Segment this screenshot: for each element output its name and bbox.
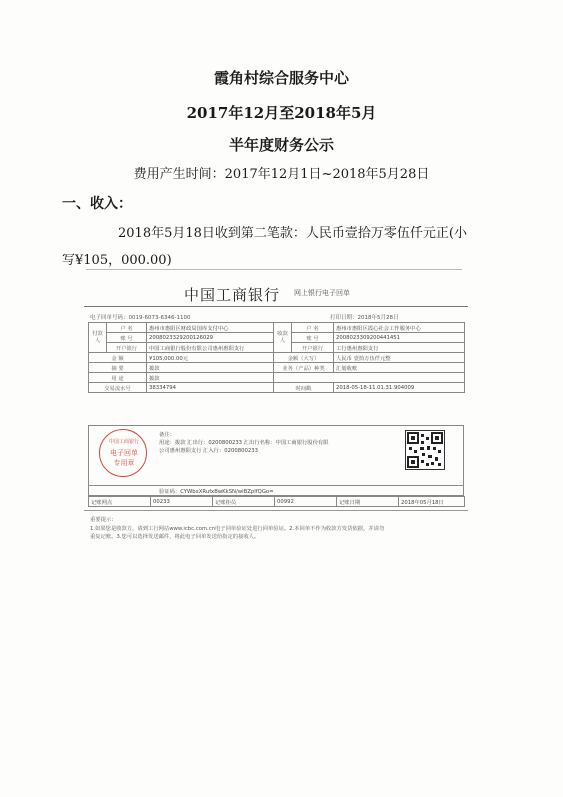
bank-name: 中国工商银行 <box>184 286 281 304</box>
footer-line1: 1.如果您是收款方，请到工行网站www.icbc.com.cn电子回单验证处进行回单验证。2.本回单不作为收款方发货依据，并请勿 <box>90 526 385 532</box>
payee-label: 收款人 <box>274 323 292 353</box>
doc-title: 霞角村综合服务中心 <box>213 69 349 87</box>
teller: 00992 <box>275 497 337 507</box>
serial: 38334794 <box>147 383 274 393</box>
payee-account-label: 账 号 <box>292 333 334 343</box>
verify-code: 验证码：CYWbxXRufxBwKkSN/wiBZpIfQGo= <box>159 489 274 495</box>
amount-big: 人民币 壹拾万伍仟元整 <box>334 353 465 363</box>
divider <box>86 269 462 270</box>
doc-subtitle: 半年度财务公示 <box>228 136 334 154</box>
amount-big-label: 金额（大写） <box>274 353 334 363</box>
notes-line2: 公司惠州惠阳支行 汇入行：0200800233 <box>159 448 258 454</box>
footer-title: 重要提示： <box>90 517 117 523</box>
payee-name: 惠州市惠阳区霞心社会工作服务中心 <box>334 323 465 333</box>
payee-name-label: 户 名 <box>292 323 334 333</box>
receipt-footer-table <box>88 496 465 507</box>
serial-label: 交易流水号 <box>89 383 147 393</box>
date: 2018年05月18日 <box>399 497 465 507</box>
footer-line2: 重复记账。3.您可以选择发送邮件，将此电子回单发送给指定的接收人。 <box>90 534 260 540</box>
teller-label: 记账柜员 <box>213 497 275 507</box>
section-income-heading: 一、收入： <box>62 196 132 212</box>
business: 汇划收账 <box>334 363 465 373</box>
notes-box <box>88 425 464 486</box>
empty-cell <box>274 373 465 383</box>
summary-label: 摘 要 <box>89 363 147 373</box>
doc-period-title: 2017年12月至2018年5月 <box>186 104 377 122</box>
payee-bank-label: 开户银行 <box>292 343 334 353</box>
income-text-line1: 2018年5月18日收到第二笔款：人民币壹拾万零伍仟元正(小 <box>118 226 467 241</box>
purpose-label: 用 途 <box>89 373 147 383</box>
bank-receipt <box>84 280 468 560</box>
notes-label: 备注： <box>159 432 175 438</box>
e-receipt-number: 电子回单号码：0019-6073-6346-1100 <box>90 315 191 321</box>
payee-bank: 工行惠州惠阳支行 <box>334 343 465 353</box>
time: 2018-05-18-11.01.31.904009 <box>334 383 465 393</box>
purpose: 拨款 <box>147 373 274 383</box>
payer-bank-label: 开户银行 <box>107 343 147 353</box>
notes-line1: 用途：拨款 汇出行：0200800233 汇出行名称：中国工商银行股份有限 <box>159 440 329 446</box>
amount-small: ¥105,000.00元 <box>147 353 274 363</box>
seal-receipt-text: 电子回单 <box>110 449 138 457</box>
seal-bank-text: 中国工商银行 <box>108 439 139 445</box>
payer-account: 2008023329200126029 <box>147 333 274 343</box>
payee-account: 2008023309200441451 <box>334 333 465 343</box>
summary: 拨款 <box>147 363 274 373</box>
net: 00233 <box>151 497 213 507</box>
time-label: 时间戳 <box>274 383 334 393</box>
print-date: 打印日期：2018年5月28日 <box>330 315 399 321</box>
business-label: 业务（产品）种类 <box>274 363 334 373</box>
verify-row <box>88 486 464 496</box>
payer-label: 付款人 <box>89 323 107 353</box>
net-label: 记账网点 <box>89 497 151 507</box>
receipt-header-line <box>84 306 468 307</box>
bank-subtitle: 网上银行电子回单 <box>294 289 350 297</box>
income-text-line2: 写¥105，000.00) <box>62 253 172 268</box>
payer-name-label: 户 名 <box>107 323 147 333</box>
bank-seal <box>99 429 147 477</box>
payer-name: 惠州市惠阳区财政局国库支付中心 <box>147 323 274 333</box>
date-label: 记账日期 <box>337 497 399 507</box>
expense-period: 费用产生时间：2017年12月1日~2018年5月28日 <box>133 167 430 182</box>
payer-account-label: 账 号 <box>107 333 147 343</box>
amount-label: 金 额 <box>89 353 147 363</box>
payer-bank: 中国工商银行股份有限公司惠州惠阳支行 <box>147 343 274 353</box>
seal-special-text: 专用章 <box>113 459 135 467</box>
footer-divider <box>84 510 468 511</box>
qr-code-icon <box>405 430 445 470</box>
receipt-table <box>88 322 465 393</box>
